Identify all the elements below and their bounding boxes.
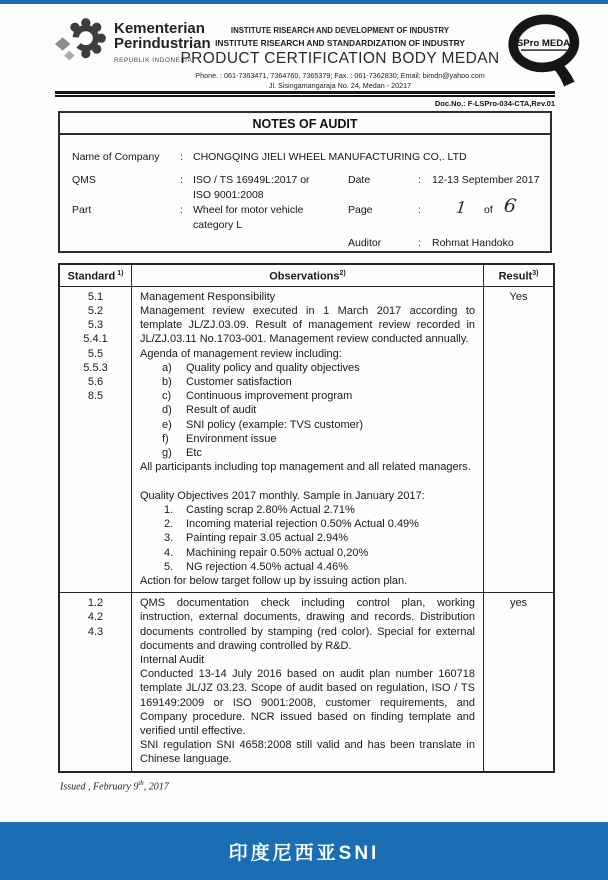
standard-clauses-cell: 5.1 5.2 5.3 5.4.1 5.5 5.5.3 5.6 8.5 (60, 287, 132, 592)
kemenperin-gear-logo-icon (50, 16, 112, 75)
part-label: Part (72, 204, 92, 216)
result-column-header: Result$^{3)}$ (498, 270, 539, 283)
table-header-row (60, 265, 553, 287)
table-row (60, 593, 553, 770)
ministry-line-3: REPUBLIK INDONESIA (114, 57, 193, 64)
part-value-line1: Wheel for motor vehicle (193, 204, 304, 216)
phone-fax-email-line: Phone. : 061-7363471, 7364760, 7365379; Fax. : 061-7362830; Email: bimdn@yahoo.com (195, 71, 485, 80)
auditor-value: Rohmat Handoko (432, 237, 514, 249)
observations-cell (132, 287, 484, 592)
obs-heading: Management Responsibility (140, 290, 276, 303)
objectives-title: Quality Objectives 2017 monthly. Sample in January 2017: (140, 489, 425, 502)
certification-body-name: PRODUCT CERTIFICATION BODY MEDAN (180, 50, 500, 67)
company-label: Name of Company (72, 151, 160, 163)
banner-text: 印度尼西亚SNI (228, 842, 380, 864)
date-colon: : (418, 174, 421, 186)
auditor-colon: : (418, 237, 421, 249)
qms-colon: : (180, 174, 183, 186)
obs-paragraph: Management review executed in 1 March 2017 according to template JL/ZJ.03.09. Result of management review recorded in JL/ZJ.03.11 No.1703-001. Management review conducted annually. (140, 305, 475, 346)
address-line: Jl. Sisingamangaraja No. 24, Medan - 20217 (268, 81, 412, 90)
agenda-item: a) Quality policy and quality objectives (162, 361, 360, 374)
participants-note: All participants including top management and all related managers. (140, 461, 471, 474)
company-value: CHONGQING JIELI WHEEL MANUFACTURING CO,. LTD (193, 151, 467, 163)
qms-label: QMS (72, 174, 96, 186)
page-total-handwritten: 6 (502, 194, 518, 218)
page-of-label: of (484, 204, 493, 216)
top-blue-strip (0, 0, 608, 4)
observations-cell (132, 593, 484, 770)
obs-paragraph: Conducted 13-14 July 2016 based on audit plan number 160718 template JL/JZ 03.23. Scope of audit based on regulation, ISO / TS 169149:2009 or ISO 9001:2008, customer requirements, and Company procedure. NCR issued based on finding template and verified until effective. (140, 668, 475, 737)
agenda-title: Agenda of management review including: (140, 347, 342, 360)
doc-number: Doc.No.: F-LSPro-034-CTA,Rev.01 (434, 99, 555, 108)
footer-banner (0, 822, 608, 880)
objective-item: 2. Incoming material rejection 0.50% Actual 0.49% (164, 518, 419, 531)
obs-paragraph: SNI regulation SNI 4658:2008 still valid and has been translate in Chinese language. (140, 739, 475, 766)
institute-line-1: INSTITUTE RISEARCH AND DEVELOPMENT OF INDUSTRY (230, 26, 450, 35)
action-note: Action for below target follow up by issuing action plan. (140, 574, 408, 587)
objective-item: 3. Painting repair 3.05 actual 2.94% (164, 532, 349, 545)
institute-line-2: INSTITUTE RISEARCH AND STANDARDIZATION OF INDUSTRY (215, 38, 465, 48)
audit-observations-table (58, 263, 555, 773)
notes-title: NOTES OF AUDIT (60, 113, 550, 135)
qms-value-line1: ISO / TS 16949L:2017 or (193, 174, 310, 186)
standard-clauses-cell: 1.2 4.2 4.3 (60, 593, 132, 770)
page-label: Page (348, 204, 373, 216)
agenda-item: b) Customer satisfaction (162, 376, 292, 389)
agenda-item: f) Environment issue (162, 432, 277, 445)
letterhead-divider (55, 91, 555, 97)
result-cell: yes (509, 597, 528, 610)
agenda-item: c) Continuous improvement program (162, 390, 353, 403)
obs-paragraph: QMS documentation check including control plan, working instruction, external documents, drawing and records. Distribution documents controlled by stamping (red color). Special for external documents and drawing controlled by R&D. (140, 597, 475, 652)
agenda-item: e) SNI policy (example: TVS customer) (162, 418, 364, 431)
table-row (60, 287, 553, 593)
lspro-logo-text: LSPro MEDAN (511, 38, 577, 50)
institute-header (165, 26, 515, 90)
page-colon: : (418, 204, 421, 216)
company-colon: : (180, 151, 183, 163)
page-current-handwritten: 1 (455, 197, 468, 218)
issued-date-line: Issued , February 9th, 2017 (60, 779, 169, 793)
objective-item: 1. Casting scrap 2.80% Actual 2.71% (164, 503, 355, 516)
lspro-medan-logo-icon (498, 10, 590, 97)
ministry-line-2: Perindustrian (114, 35, 211, 52)
ministry-line-1: Kementerian (114, 20, 205, 37)
standard-column-header: Standard $^{1)}$ (60, 265, 132, 286)
part-colon: : (180, 204, 183, 216)
obs-heading: Internal Audit (140, 653, 205, 666)
qms-value-line2: ISO 9001:2008 (193, 189, 264, 201)
part-value-line2: category L (193, 219, 243, 231)
objective-item: 4. Machining repair 0.50% actual 0,20% (164, 546, 369, 559)
observations-column-header: Observations$^{2)}$ (132, 265, 484, 286)
agenda-item: g) Etc (162, 447, 202, 460)
agenda-item: d) Result of audit (162, 404, 257, 417)
date-value: 12-13 September 2017 (432, 174, 540, 186)
date-label: Date (348, 174, 371, 186)
auditor-label: Auditor (348, 237, 382, 249)
result-cell: Yes (509, 290, 528, 303)
objective-item: 5. NG rejection 4.50% actual 4.46% (164, 560, 349, 573)
notes-of-audit-box (58, 111, 552, 253)
